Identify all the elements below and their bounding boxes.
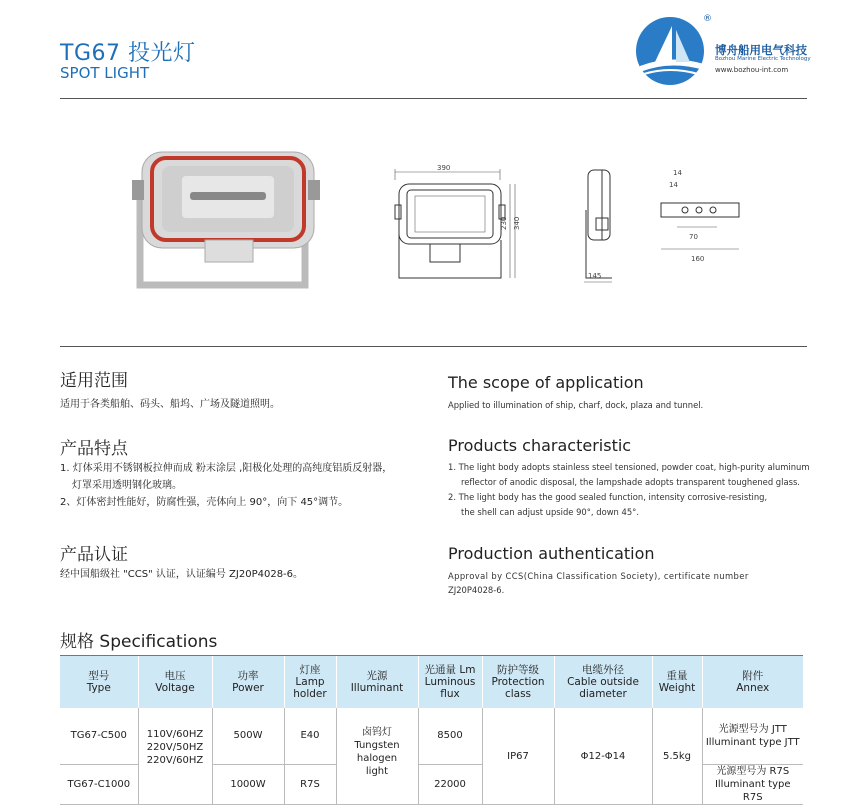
cert-heading-cn: 产品认证 (60, 545, 128, 565)
features-line1-en: 1. The light body adopts stainless steel tensioned, powder coat, high-purity aluminum (448, 462, 810, 472)
cell-illuminant: 卤钨灯 Tungsten halogen light (336, 708, 418, 804)
cell-type: TG67-C1000 (60, 764, 138, 804)
specs-heading: 规格 Specifications (60, 632, 218, 652)
table-row (60, 708, 803, 764)
cell-annex: 光源型号为 R7S Illuminant type R7S (702, 764, 803, 804)
cell-annex: 光源型号为 JTT Illuminant type JTT (702, 708, 803, 764)
col-cable-diameter: 电缆外径 Cable outside diameter (554, 656, 652, 708)
registered-mark: ® (703, 14, 712, 24)
features-line4-en: the shell can adjust upside 90°, down 45°. (461, 507, 640, 517)
side-view-drawing (572, 160, 632, 290)
features-line1-cn: 1. 灯体采用不锈钢板拉伸而成 粉末涂层 ,阳极化处理的高纯度铝质反射器， (60, 463, 393, 474)
features-line3-en: 2. The light body has the good sealed function, intensity corrosive-resisting, (448, 492, 768, 502)
cell-holder: E40 (284, 708, 336, 764)
col-annex: 附件 Annex (702, 656, 803, 708)
col-illuminant: 光源 Illuminant (336, 656, 418, 708)
dim-bracket-width: 160 (691, 255, 705, 263)
features-heading-en: Products characteristic (448, 436, 632, 455)
header-divider (60, 98, 807, 99)
front-view-drawing (385, 160, 520, 290)
product-photo (130, 140, 330, 300)
col-lamp-holder: 灯座 Lamp holder (284, 656, 336, 708)
logo-emblem-icon (628, 14, 712, 86)
dim-front-height: 340 (513, 216, 521, 230)
company-name-en: Bozhou Marine Electric Technology (715, 56, 811, 62)
dim-side-depth: 145 (588, 272, 602, 280)
spotlight-illustration (130, 140, 330, 300)
cell-flux: 8500 (418, 708, 482, 764)
features-line2-en: reflector of anodic disposal, the lampshade adopts transparent toughened glass. (461, 477, 800, 487)
cell-type: TG67-C500 (60, 708, 138, 764)
cert-heading-en: Production authentication (448, 544, 655, 563)
col-luminous-flux: 光通量 Lm Luminous flux (418, 656, 482, 708)
specs-table (60, 656, 803, 805)
cell-flux: 22000 (418, 764, 482, 804)
scope-heading-en: The scope of application (448, 373, 644, 392)
company-url: www.bozhou-int.com (715, 66, 789, 74)
cell-weight: 5.5kg (652, 708, 702, 804)
dim-front-inner-height: 230 (500, 216, 508, 230)
dim-bracket-hole-2: 14 (669, 181, 678, 189)
cell-power: 500W (212, 708, 284, 764)
cert-text-en-1: Approval by CCS(China Classification Society), certificate number (448, 571, 749, 581)
table-header-row (60, 656, 803, 708)
col-power: 功率 Power (212, 656, 284, 708)
bracket-drawing (655, 165, 745, 265)
col-weight: 重量 Weight (652, 656, 702, 708)
col-protection-class: 防护等级 Protection class (482, 656, 554, 708)
drawings-divider (60, 346, 807, 347)
features-line2-cn: 灯罩采用透明钢化玻璃。 (72, 480, 182, 491)
cert-text-cn: 经中国船级社 "CCS" 认证，认证编号 ZJ20P4028-6。 (60, 569, 304, 580)
cell-cable: Φ12-Φ14 (554, 708, 652, 804)
page-title-cn: TG67 投光灯 (60, 41, 196, 66)
cell-power: 1000W (212, 764, 284, 804)
dim-front-width: 390 (437, 164, 451, 172)
cell-protection: IP67 (482, 708, 554, 804)
scope-heading-cn: 适用范围 (60, 371, 128, 391)
company-logo (628, 14, 712, 86)
company-name-cn: 博舟船用电气科技 (715, 43, 807, 57)
col-voltage: 电压 Voltage (138, 656, 212, 708)
dim-bracket-spacing: 70 (689, 233, 698, 241)
col-type: 型号 Type (60, 656, 138, 708)
features-line3-cn: 2、灯体密封性能好，防腐性强，壳体向上 90°，向下 45°调节。 (60, 497, 349, 508)
page-title-en: SPOT LIGHT (60, 64, 150, 82)
features-heading-cn: 产品特点 (60, 439, 128, 459)
dim-bracket-hole-1: 14 (673, 169, 682, 177)
scope-text-en: Applied to illumination of ship, charf, dock, plaza and tunnel. (448, 400, 704, 410)
scope-text-cn: 适用于各类船舶、码头、船坞、广场及隧道照明。 (60, 399, 280, 410)
cert-text-en-2: ZJ20P4028-6. (448, 585, 505, 595)
cell-voltage: 110V/60HZ 220V/50HZ 220V/60HZ (138, 708, 212, 804)
cell-holder: R7S (284, 764, 336, 804)
